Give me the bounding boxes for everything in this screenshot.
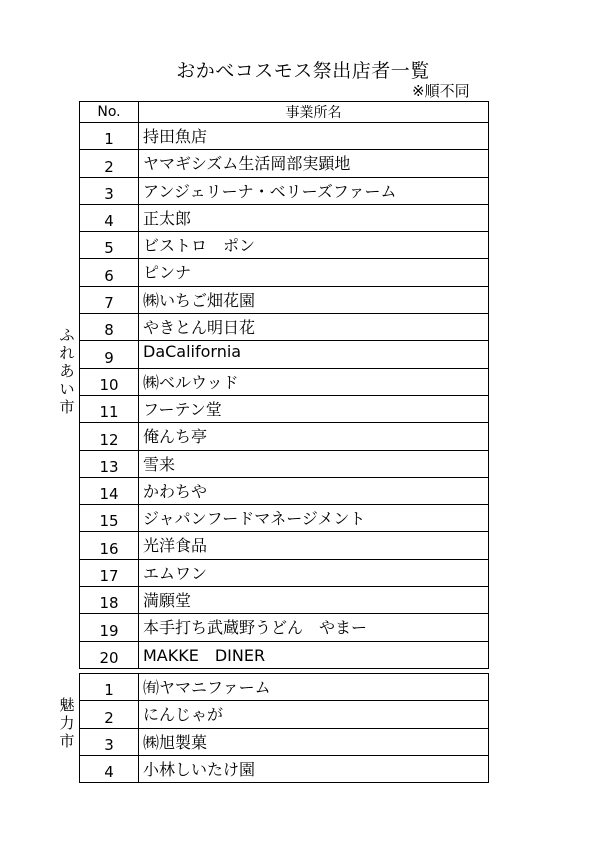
row-number: 11 <box>80 395 139 422</box>
business-name: MAKKE DINER <box>139 641 489 668</box>
business-name: DaCalifornia <box>139 341 489 368</box>
row-number: 6 <box>80 259 139 286</box>
column-header-name: 事業所名 <box>139 102 489 123</box>
row-number: 1 <box>80 123 139 150</box>
table-row <box>80 150 489 177</box>
business-name: アンジェリーナ・ベリーズファーム <box>139 177 489 204</box>
miryoku-table <box>79 673 489 783</box>
table-row <box>80 755 489 782</box>
row-number: 1 <box>80 674 139 701</box>
table-header-row <box>80 102 489 123</box>
business-name: エムワン <box>139 559 489 586</box>
table-row <box>80 368 489 395</box>
table-row <box>80 614 489 641</box>
table-row <box>80 587 489 614</box>
row-number: 9 <box>80 341 139 368</box>
row-number: 5 <box>80 232 139 259</box>
table-row <box>80 423 489 450</box>
row-number: 13 <box>80 450 139 477</box>
business-name: ㈱ベルウッド <box>139 368 489 395</box>
table-row <box>80 641 489 668</box>
table-row <box>80 259 489 286</box>
business-name: 雪来 <box>139 450 489 477</box>
table-row <box>80 728 489 755</box>
miryoku-section-label: 魅力市 <box>59 696 75 750</box>
miryoku-rows <box>80 674 489 783</box>
table-row <box>80 204 489 231</box>
business-name: ヤマギシズム生活岡部実顕地 <box>139 150 489 177</box>
column-header-no: No. <box>80 102 139 123</box>
row-number: 3 <box>80 728 139 755</box>
business-name: にんじゃが <box>139 701 489 728</box>
row-number: 7 <box>80 286 139 313</box>
fureai-rows <box>80 123 489 669</box>
business-name: フーテン堂 <box>139 395 489 422</box>
table-row <box>80 232 489 259</box>
table-row <box>80 701 489 728</box>
business-name: 満願堂 <box>139 587 489 614</box>
table-row <box>80 674 489 701</box>
table-row <box>80 505 489 532</box>
business-name: ジャパンフードマネージメント <box>139 505 489 532</box>
table-row <box>80 395 489 422</box>
business-name: 俺んち亭 <box>139 423 489 450</box>
row-number: 8 <box>80 314 139 341</box>
table-row <box>80 341 489 368</box>
business-name: 小林しいたけ園 <box>139 755 489 782</box>
table-row <box>80 177 489 204</box>
business-name: ㈱旭製菓 <box>139 728 489 755</box>
business-name: 正太郎 <box>139 204 489 231</box>
business-name: ㈲ヤマニファーム <box>139 674 489 701</box>
page-title: おかべコスモス祭出店者一覧 <box>176 60 430 82</box>
row-number: 10 <box>80 368 139 395</box>
row-number: 17 <box>80 559 139 586</box>
business-name: かわちや <box>139 477 489 504</box>
business-name: 光洋食品 <box>139 532 489 559</box>
row-number: 14 <box>80 477 139 504</box>
table-row <box>80 314 489 341</box>
business-name: 本手打ち武蔵野うどん やまー <box>139 614 489 641</box>
table-row <box>80 286 489 313</box>
row-number: 16 <box>80 532 139 559</box>
row-number: 3 <box>80 177 139 204</box>
table-row <box>80 123 489 150</box>
business-name: やきとん明日花 <box>139 314 489 341</box>
row-number: 2 <box>80 150 139 177</box>
fureai-table <box>79 101 489 669</box>
row-number: 18 <box>80 587 139 614</box>
fureai-section-label: ふれあい市 <box>59 326 75 416</box>
table-row <box>80 450 489 477</box>
row-number: 2 <box>80 701 139 728</box>
row-number: 12 <box>80 423 139 450</box>
row-number: 4 <box>80 755 139 782</box>
business-name: ビストロ ポン <box>139 232 489 259</box>
business-name: 持田魚店 <box>139 123 489 150</box>
business-name: ㈱いちご畑花園 <box>139 286 489 313</box>
row-number: 20 <box>80 641 139 668</box>
table-row <box>80 532 489 559</box>
row-number: 4 <box>80 204 139 231</box>
table-row <box>80 477 489 504</box>
row-number: 19 <box>80 614 139 641</box>
business-name: ピンナ <box>139 259 489 286</box>
row-number: 15 <box>80 505 139 532</box>
table-row <box>80 559 489 586</box>
order-note: ※順不同 <box>412 82 470 100</box>
